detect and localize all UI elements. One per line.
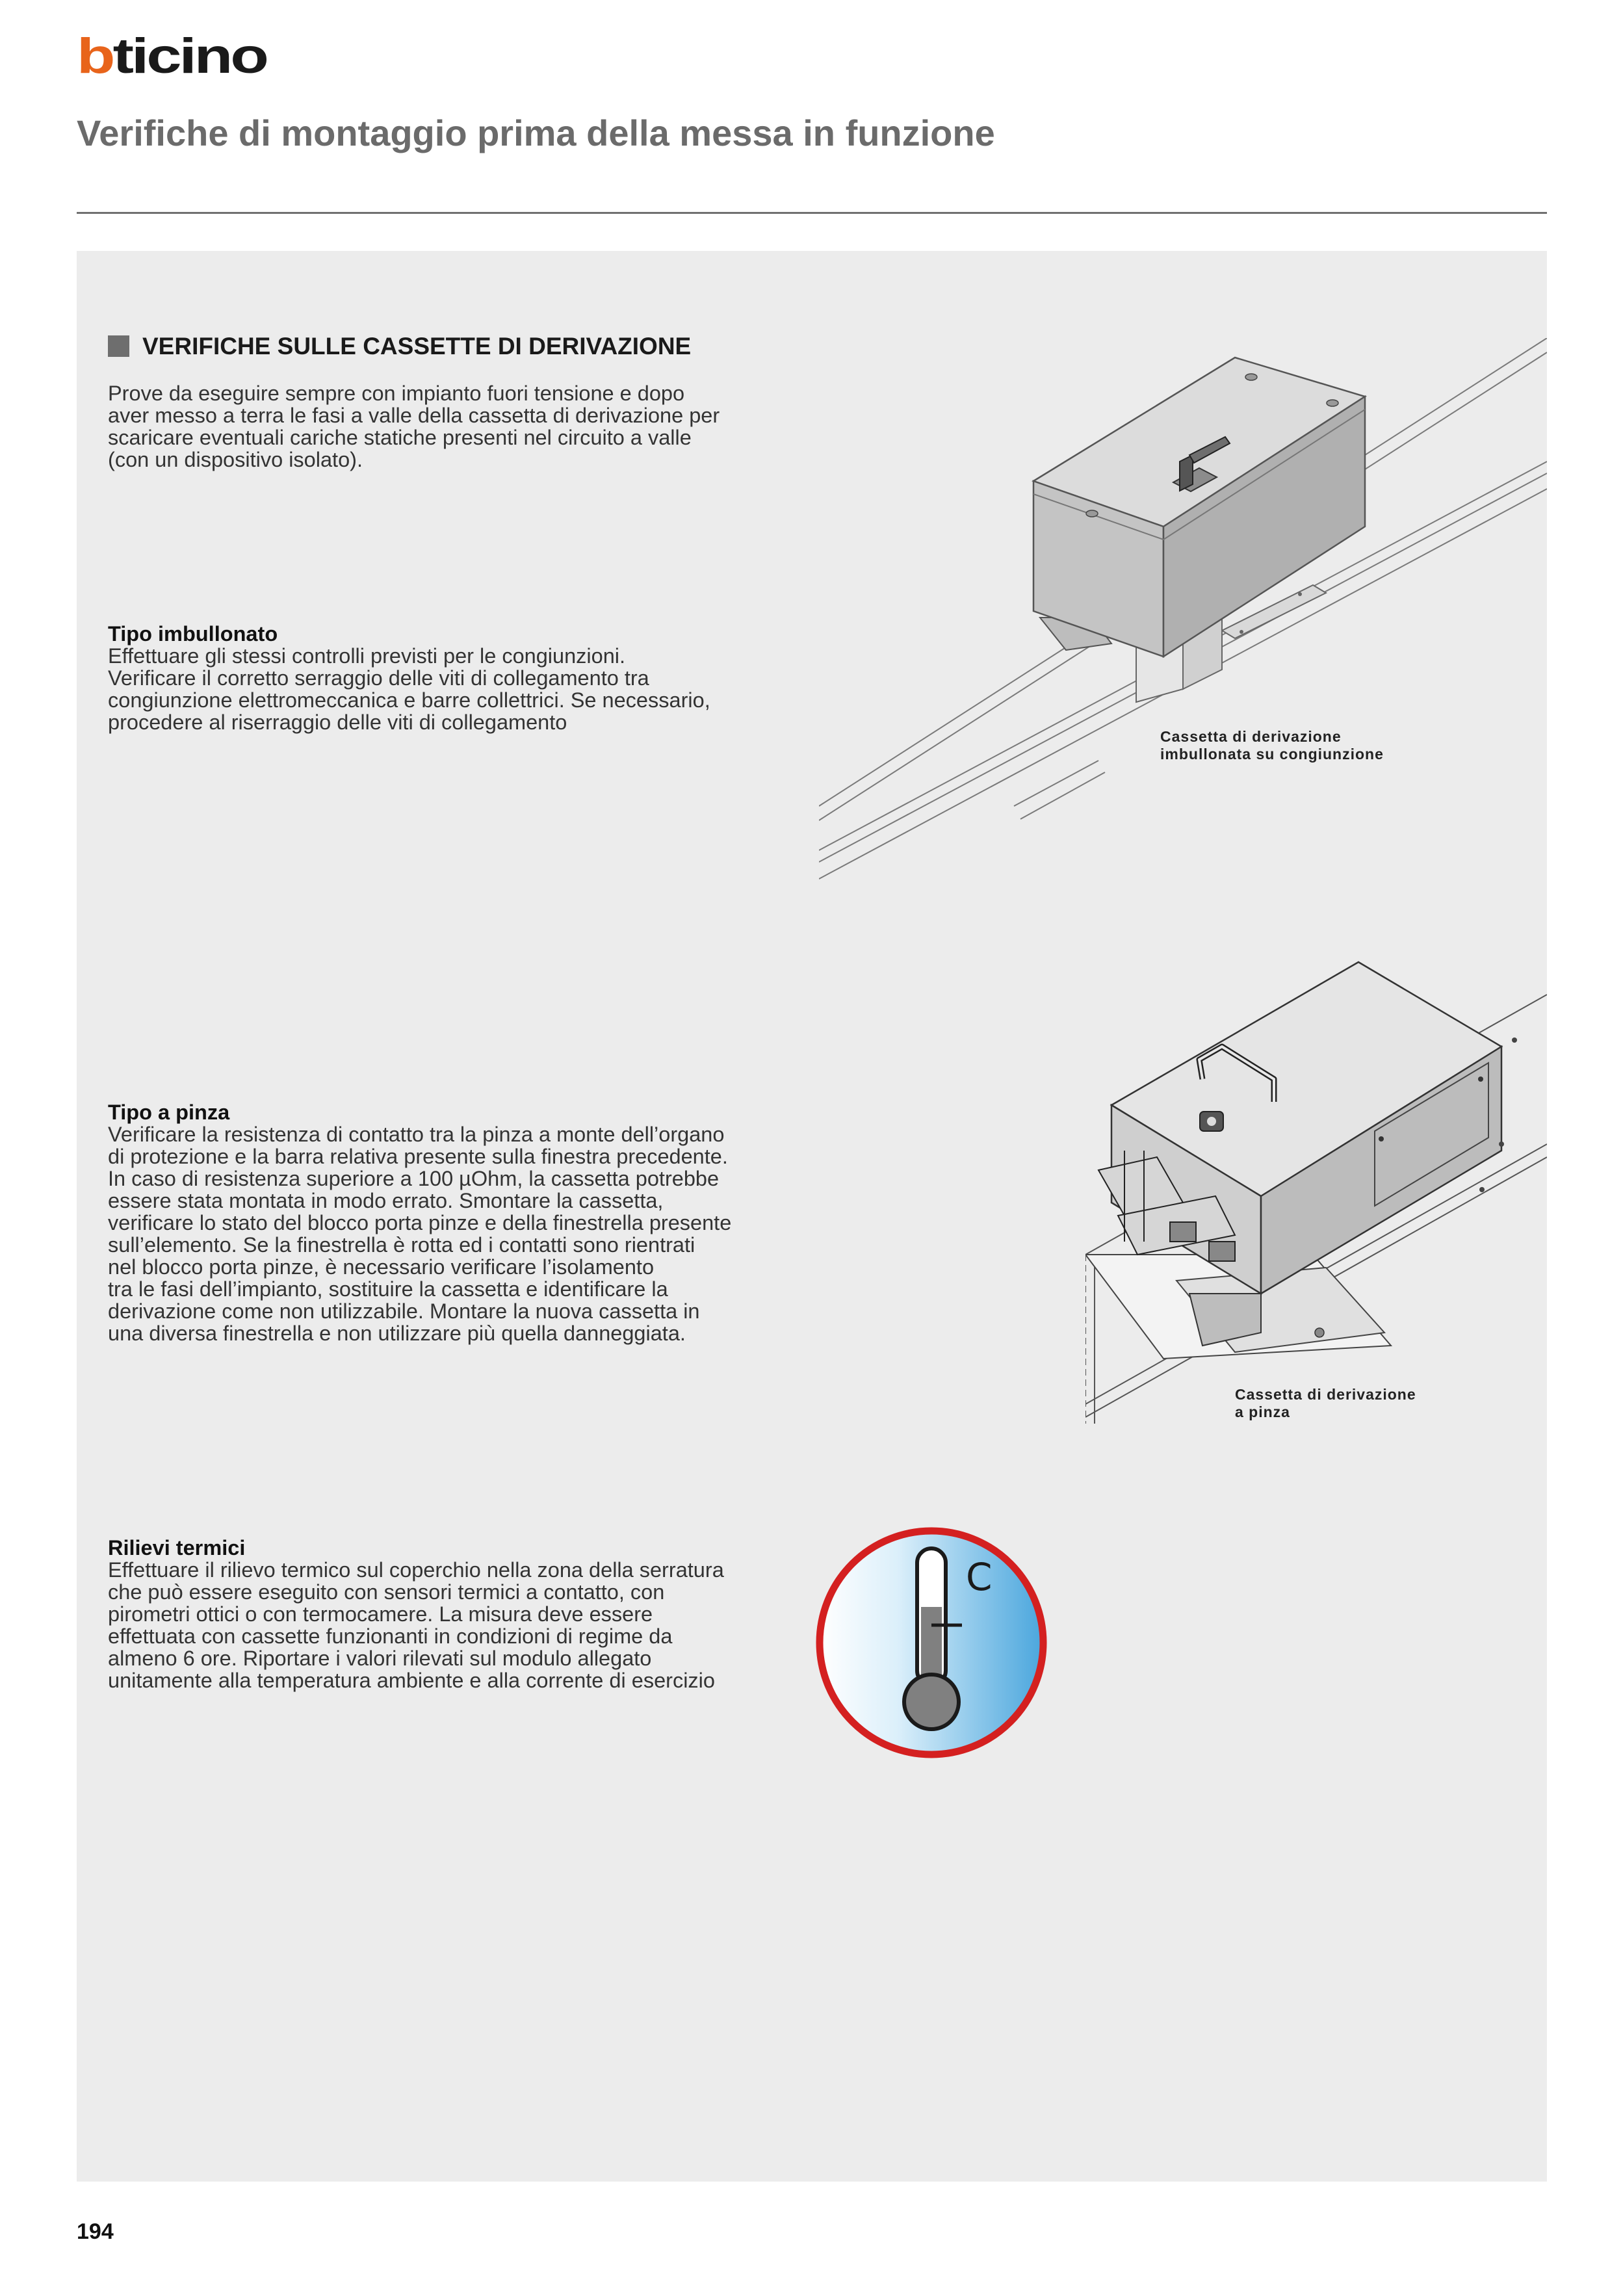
text-line: di protezione e la barra relativa presente sulla finestra precedente. — [108, 1145, 728, 1168]
text-line: una diversa finestrella e non utilizzare più quella danneggiata. — [108, 1322, 686, 1345]
caption-line: Cassetta di derivazione — [1235, 1386, 1416, 1403]
square-bullet-icon — [108, 335, 129, 357]
text-line: effettuata con cassette funzionanti in condizioni di regime da — [108, 1624, 673, 1648]
text-line: sull’elemento. Se la finestrella è rotta ed i contatti sono rientrati — [108, 1233, 695, 1257]
text-line: verificare lo stato del blocco porta pinze e della finestrella presente — [108, 1211, 732, 1234]
svg-text:bticino: b ticino — [77, 34, 233, 78]
text-line: congiunzione elettromeccanica e barre collettrici. Se necessario, — [108, 688, 710, 712]
section-heading — [108, 333, 691, 360]
clamp-box-caption — [1235, 1386, 1416, 1421]
block-thermal — [108, 1537, 724, 1691]
bolted-box-caption — [1160, 728, 1384, 763]
block-title: Tipo a pinza — [108, 1101, 230, 1124]
text-line: procedere al riserraggio delle viti di collegamento — [108, 711, 567, 734]
thermometer-unit: C — [966, 1555, 993, 1599]
page-number: 194 — [77, 2219, 114, 2244]
text-line: nel blocco porta pinze, è necessario verificare l’isolamento — [108, 1255, 655, 1279]
text-line: scaricare eventuali cariche statiche presenti nel circuito a valle — [108, 426, 692, 449]
bticino-logo — [77, 34, 272, 78]
text-line: Effettuare gli stessi controlli previsti per le congiunzioni. — [108, 644, 626, 668]
text-line: Prove da eseguire sempre con impianto fuori tensione e dopo — [108, 382, 685, 405]
page-title: Verifiche di montaggio prima della messa in funzione — [77, 112, 995, 153]
block-clamp — [108, 1101, 731, 1344]
block-title: Tipo imbullonato — [108, 622, 278, 646]
text-line: aver messo a terra le fasi a valle della cassetta di derivazione per — [108, 404, 720, 427]
text-line: almeno 6 ore. Riportare i valori rilevati sul modulo allegato — [108, 1647, 652, 1670]
text-line: Effettuare il rilievo termico sul coperchio nella zona della serratura — [108, 1558, 724, 1582]
caption-line: imbullonata su congiunzione — [1160, 746, 1384, 763]
caption-line: a pinza — [1235, 1403, 1290, 1420]
text-line: pirometri ottici o con termocamere. La misura deve essere — [108, 1602, 653, 1626]
text-line: (con un dispositivo isolato). — [108, 448, 363, 471]
text-line: essere stata montata in modo errato. Smontare la cassetta, — [108, 1189, 664, 1212]
block-title: Rilievi termici — [108, 1536, 246, 1559]
text-line: unitamente alla temperatura ambiente e alla corrente di esercizio — [108, 1669, 715, 1692]
text-line: Verificare il corretto serraggio delle viti di collegamento tra — [108, 666, 649, 690]
text-line: derivazione come non utilizzabile. Montare la nuova cassetta in — [108, 1299, 700, 1323]
text-line: che può essere eseguito con sensori termici a contatto, con — [108, 1580, 665, 1604]
bolted-box-illustration — [819, 338, 1547, 884]
text-line: Verificare la resistenza di contatto tra la pinza a monte dell’organo — [108, 1123, 725, 1146]
thermometer-icon — [811, 1522, 1052, 1763]
clamp-box-illustration — [1085, 956, 1547, 1424]
title-divider — [77, 212, 1547, 214]
text-line: tra le fasi dell’impianto, sostituire la cassetta e identificare la — [108, 1277, 668, 1301]
text-line: In caso di resistenza superiore a 100 µOhm, la cassetta potrebbe — [108, 1167, 720, 1190]
intro-paragraph — [108, 382, 720, 471]
section-heading-text: VERIFICHE SULLE CASSETTE DI DERIVAZIONE — [142, 333, 692, 359]
caption-line: Cassetta di derivazione — [1160, 728, 1342, 745]
block-bolted — [108, 623, 710, 733]
